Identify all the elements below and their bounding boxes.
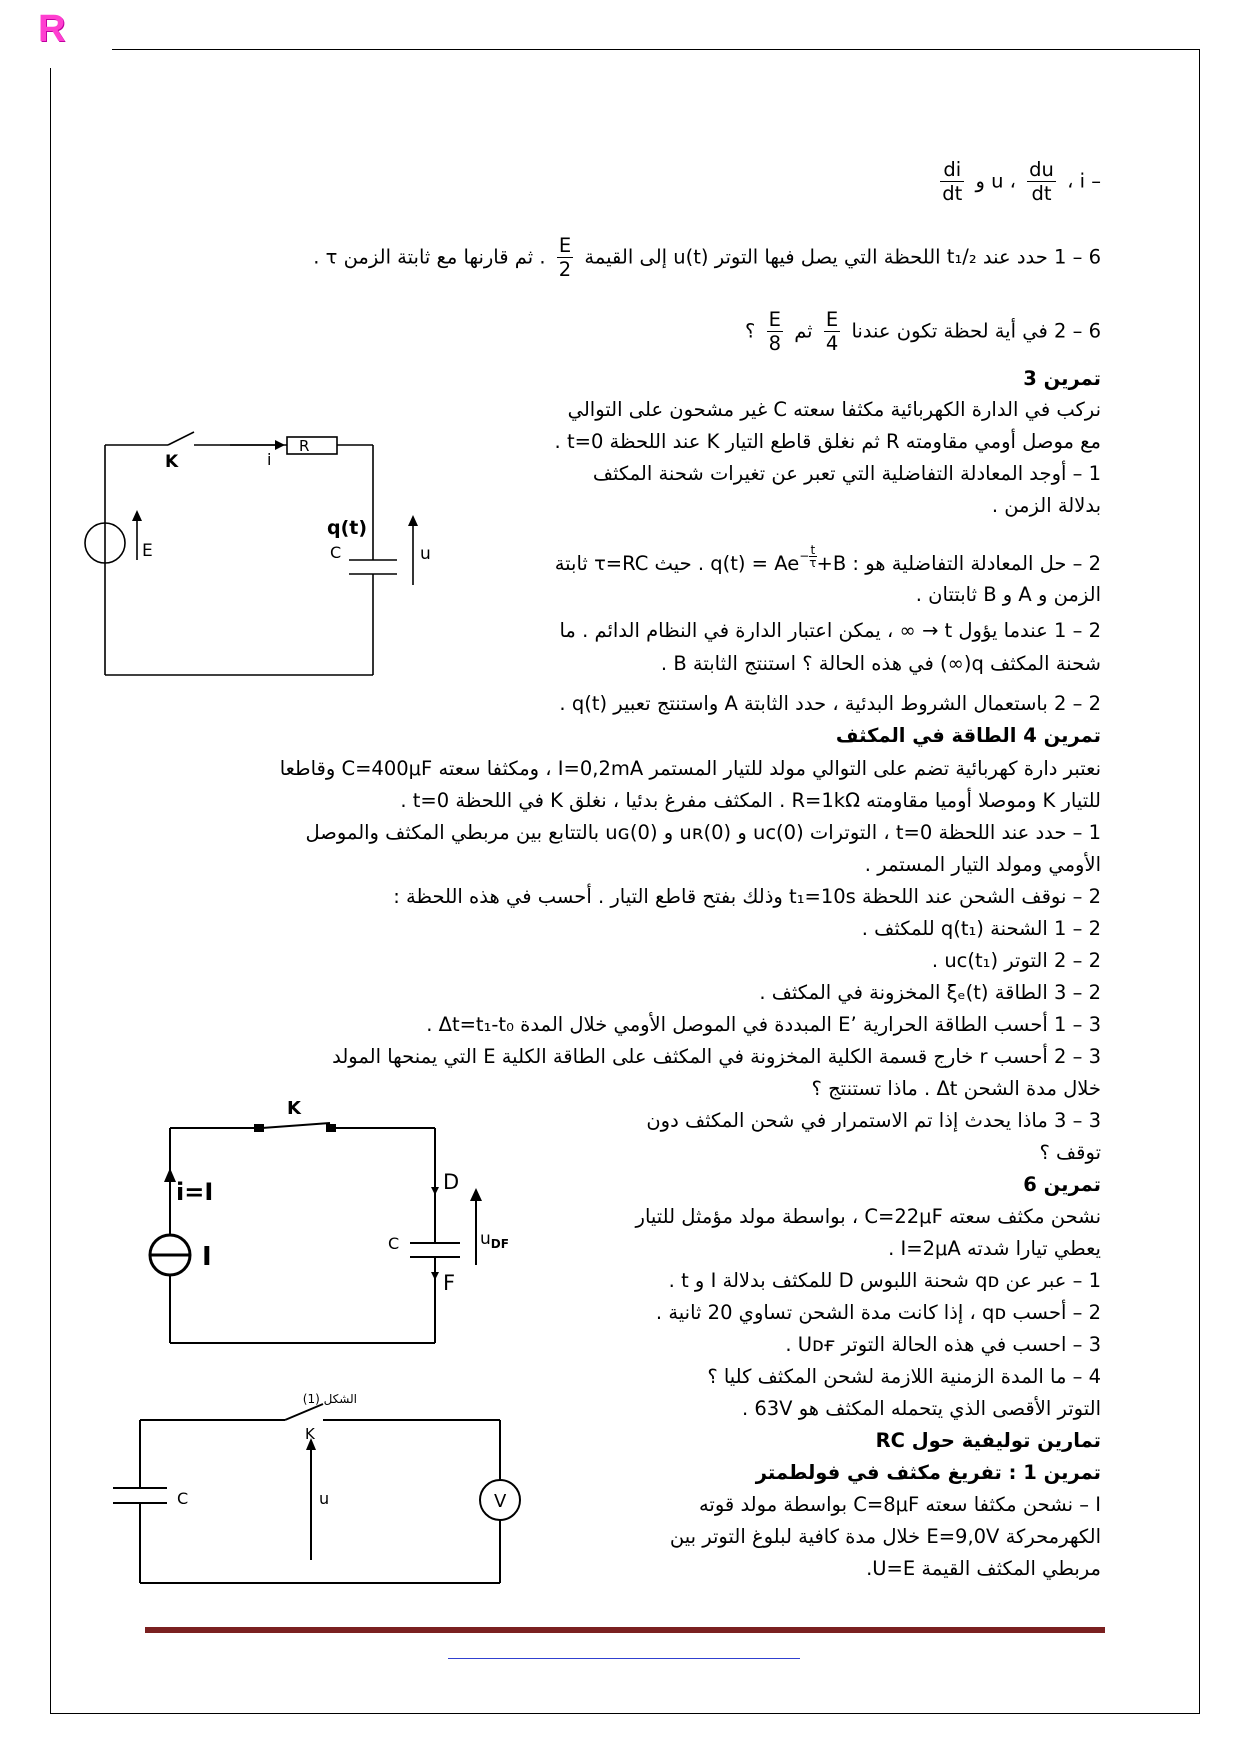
text-line-5: نركب في الدارة الكهربائية مكثفا سعته C غير مشحون على التوالي bbox=[567, 398, 1101, 421]
text-line-9: 2 – حل المعادلة التفاضلية هو : q(t) = Ae− $\frac{t}{\tau}$ +B . حيث τ=RC ثابتة bbox=[555, 544, 1101, 579]
text-line-21: 2 – 2 التوتر uᴄ(t₁) . bbox=[931, 949, 1101, 972]
circuit-figure-rc bbox=[80, 420, 480, 690]
pushbutton-switch bbox=[262, 1123, 330, 1128]
text-line-12: شحنة المكثف q(∞) في هذه الحالة ؟ استنتج الثابتة B . bbox=[660, 652, 1101, 675]
current-label: i bbox=[267, 450, 272, 469]
supplementary-exercise-1-heading: تمرين 1 : تفريغ مكثف في فولطمتر bbox=[755, 1461, 1101, 1484]
resistor-symbol bbox=[287, 437, 337, 454]
footer-link-underline[interactable] bbox=[448, 1658, 800, 1659]
exercise-6-heading: تمرين 6 bbox=[1023, 1173, 1101, 1196]
frame-right-rule bbox=[1199, 49, 1200, 1714]
text-line-8: بدلالة الزمن . bbox=[991, 494, 1101, 517]
voltmeter-label: V bbox=[494, 1491, 507, 1512]
switch2-label: K bbox=[287, 1098, 301, 1119]
exercise-4-heading: تمرين 4 الطاقة في المكثف bbox=[835, 724, 1101, 747]
switch-contact-right bbox=[326, 1124, 336, 1132]
text-line-15: نعتبر دارة كهربائية تضم على التوالي مولد للتيار المستمر I=0,2mA ، ومكثفا سعته C=400μF وقاطعا bbox=[279, 757, 1101, 780]
text-line-29: نشحن مكثف سعته C=22μF ، بواسطة مولد مؤمثل للتيار bbox=[635, 1205, 1101, 1228]
text-line-13: 2 – 2 باستعمال الشروط البدئية ، حدد الثابتة A واستنتج تعبير q(t) . bbox=[559, 692, 1101, 715]
frame-top-rule bbox=[112, 49, 1199, 50]
text-line-10: الزمن و A و B ثابتتان . bbox=[915, 583, 1101, 606]
capacitor-label: C bbox=[330, 543, 342, 562]
text-line-16: للتيار K وموصلا أوميا مقاومته R=1kΩ . المكثف مفرغ بدئيا ، نغلق K في اللحظة t=0 . bbox=[400, 789, 1101, 812]
text-line-33: 3 – احسب في هذه الحالة التوتر Uᴅғ . bbox=[785, 1333, 1101, 1356]
frame-bottom-rule bbox=[50, 1713, 1200, 1714]
figure-caption: الشكل (1) bbox=[302, 1392, 357, 1406]
text-line-1: – u ، $\frac{du}{dt}$ ، i و $\frac{di}{dt}$ bbox=[942, 158, 1101, 206]
capacitor3-label: C bbox=[177, 1489, 189, 1508]
switch3-label: K bbox=[305, 1425, 315, 1443]
text-line-22: 2 – 3 الطاقة ξₑ(t) المخزونة في المكثف . bbox=[759, 981, 1101, 1004]
text-line-6: مع موصل أومي مقاومته R ثم نغلق قاطع التيار K عند اللحظة t=0 . bbox=[554, 430, 1101, 453]
fraction-e-8: $\frac{E}{8}$ bbox=[768, 308, 781, 356]
current-i-label: i=I bbox=[176, 1178, 214, 1206]
point-f-arrow bbox=[431, 1272, 439, 1280]
logo: R bbox=[38, 8, 66, 50]
switch-blade bbox=[168, 432, 194, 445]
text-line-17: 1 – حدد عند اللحظة t=0 ، التوترات uᴄ(0) و uʀ(0) و uɢ(0) بالتتابع بين مربطي المكثف والموصل bbox=[305, 821, 1101, 844]
supplementary-heading: تمارين توليفية حول RC bbox=[875, 1429, 1101, 1452]
text-line-35: التوتر الأقصى الذي يتحمله المكثف هو 63V . bbox=[741, 1397, 1101, 1420]
text-line-26: 3 – 3 ماذا يحدث إذا تم الاستمرار في شحن المكثف دون bbox=[646, 1109, 1101, 1132]
text-line-39: الكهرمحركة E=9,0V خلال مدة كافية لبلوغ التوتر بين bbox=[669, 1525, 1101, 1548]
text-line-23: 3 – 1 أحسب الطاقة الحرارية ’E المبددة في الموصل الأومي خلال المدة Δt=t₁-t₀ . bbox=[426, 1013, 1101, 1036]
text-line-27: توقف ؟ bbox=[1039, 1141, 1101, 1164]
text-line-24: 3 – 2 أحسب r خارج قسمة الكلية المخزونة في المكثف على الطاقة الكلية E التي يمنحها المولد bbox=[332, 1045, 1101, 1068]
footer-divider bbox=[145, 1627, 1105, 1633]
text-line-20: 2 – 1 الشحنة q(t₁) للمكثف . bbox=[861, 917, 1101, 940]
fraction-du-dt: $\frac{du}{dt}$ bbox=[1029, 158, 1054, 206]
text-line-3: 6 – 2 في أية لحظة تكون عندنا $\frac{E}{4}$ ثم $\frac{E}{8}$ ؟ bbox=[745, 308, 1101, 356]
text-line-31: 1 – عبر عن qᴅ شحنة اللبوس D للمكثف بدلالة I و t . bbox=[668, 1269, 1101, 1292]
fraction-e-2: $\frac{E}{2}$ bbox=[558, 234, 572, 282]
exercise-3-heading: تمرين 3 bbox=[1023, 367, 1101, 390]
circuit-figure-voltmeter bbox=[105, 1390, 545, 1600]
circuit-figure-current-source bbox=[130, 1090, 530, 1360]
point-d-label: D bbox=[443, 1170, 460, 1194]
circuit3-switch-blade bbox=[285, 1404, 323, 1420]
point-d-arrow bbox=[431, 1187, 439, 1195]
source-label: I bbox=[202, 1242, 212, 1272]
current-arrow-head bbox=[275, 440, 285, 450]
udf-label: $u_{DF}$ bbox=[480, 1229, 509, 1251]
capacitor2-label: C bbox=[388, 1234, 400, 1253]
circuit3-voltage-label: u bbox=[319, 1489, 330, 1508]
emf-arrow-head bbox=[132, 510, 142, 521]
text-line-25: خلال مدة الشحن Δt . ماذا تستنتج ؟ bbox=[811, 1077, 1101, 1100]
fraction-di-dt: $\frac{di}{dt}$ bbox=[942, 158, 963, 206]
text-line-40: مربطي المكثف القيمة U=E. bbox=[866, 1557, 1101, 1580]
emf-label: E bbox=[142, 541, 153, 561]
text-line-30: يعطي تيارا شدته I=2μA . bbox=[888, 1237, 1101, 1260]
text-line-2: 6 – 1 حدد عند t₁/₂ اللحظة التي يصل فيها التوتر u(t) إلى القيمة $\frac{E}{2}$ . ثم قارنها مع ثابتة الزمن τ . bbox=[313, 234, 1101, 282]
text-line-11: 2 – 1 عندما يؤول t → ∞ ، يمكن اعتبار الدارة في النظام الدائم . ما bbox=[559, 619, 1101, 642]
voltage-arrow-head bbox=[408, 515, 418, 526]
equation-q-t: q(t) = Ae− $\frac{t}{\tau}$ +B bbox=[710, 543, 847, 575]
charge-label: q(t) bbox=[327, 517, 368, 539]
text-line-32: 2 – أحسب qᴅ ، إذا كانت مدة الشحن تساوي 20 ثانية . bbox=[655, 1301, 1101, 1324]
text-line-18: الأومي ومولد التيار المستمر . bbox=[864, 853, 1101, 876]
voltage-label: u bbox=[420, 544, 431, 564]
text-line-19: 2 – نوقف الشحن عند اللحظة t₁=10s وذلك بفتح قاطع التيار . أحسب في هذه اللحظة : bbox=[393, 885, 1101, 908]
switch-contact-left bbox=[254, 1124, 264, 1132]
resistor-label: R bbox=[299, 437, 310, 455]
point-f-label: F bbox=[443, 1271, 456, 1295]
text-line-7: 1 – أوجد المعادلة التفاضلية التي تعبر عن تغيرات شحنة المكثف bbox=[592, 462, 1101, 485]
circuit2-current-arrow-head bbox=[164, 1168, 176, 1182]
frame-left-rule bbox=[50, 68, 51, 1714]
text-line-34: 4 – ما المدة الزمنية اللازمة لشحن المكثف كليا ؟ bbox=[707, 1365, 1101, 1388]
udf-arrow-head bbox=[470, 1188, 482, 1201]
text-line-38: I – نشحن مكثفا سعته C=8μF بواسطة مولد قوته bbox=[698, 1493, 1101, 1516]
fraction-e-4: $\frac{E}{4}$ bbox=[825, 308, 839, 356]
switch-label: K bbox=[165, 452, 179, 472]
